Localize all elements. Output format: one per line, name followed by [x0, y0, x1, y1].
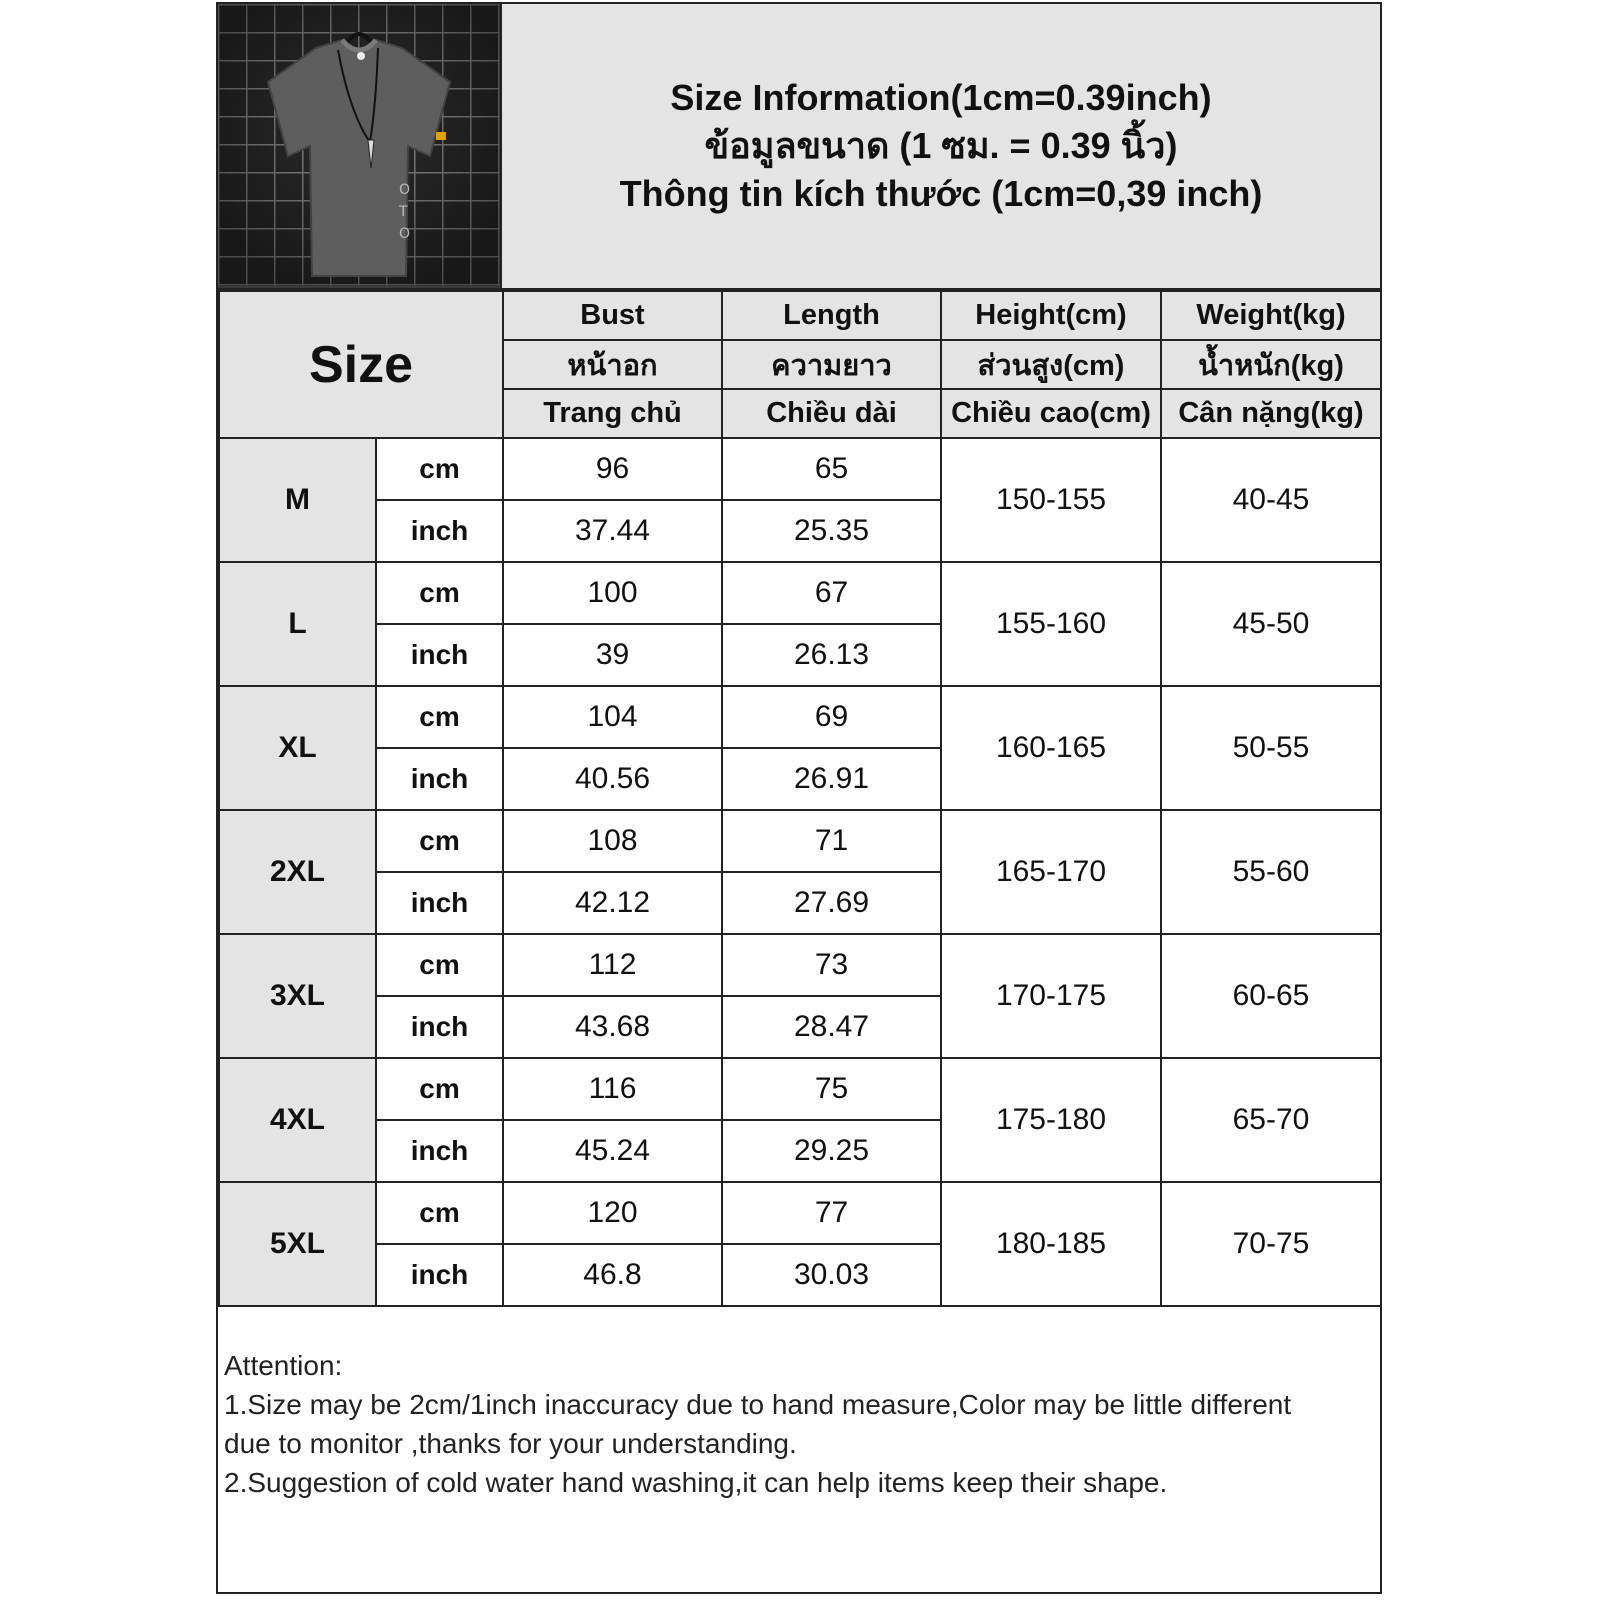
- bust-inch-cell: 43.68: [503, 996, 722, 1058]
- bust-inch-cell: 37.44: [503, 500, 722, 562]
- svg-text:O: O: [399, 226, 411, 242]
- size-name: 5XL: [219, 1182, 376, 1306]
- height-cell: 175-180: [941, 1058, 1161, 1182]
- length-cm-cell: 69: [722, 686, 941, 748]
- bust-inch-cell: 46.8: [503, 1244, 722, 1306]
- title-box: [502, 4, 1380, 288]
- bust-inch-cell: 40.56: [503, 748, 722, 810]
- size-name: XL: [219, 686, 376, 810]
- unit-inch: inch: [376, 748, 503, 810]
- table-row: [219, 1182, 1381, 1244]
- column-header-height-vi: Chiều cao(cm): [941, 389, 1161, 438]
- height-cell: 155-160: [941, 562, 1161, 686]
- column-header-length-en: Length: [722, 291, 941, 340]
- weight-cell: 55-60: [1161, 810, 1381, 934]
- bust-cm-cell: 108: [503, 810, 722, 872]
- unit-inch: inch: [376, 624, 503, 686]
- bust-cm-cell: 112: [503, 934, 722, 996]
- table-row: [219, 686, 1381, 748]
- bust-inch-cell: 39: [503, 624, 722, 686]
- weight-cell: 50-55: [1161, 686, 1381, 810]
- length-inch-cell: 26.13: [722, 624, 941, 686]
- table-row: [219, 810, 1381, 872]
- column-header-height-en: Height(cm): [941, 291, 1161, 340]
- bust-inch-cell: 42.12: [503, 872, 722, 934]
- length-inch-cell: 28.47: [722, 996, 941, 1058]
- unit-cm: cm: [376, 1058, 503, 1120]
- tshirt-image: [218, 4, 500, 286]
- size-name: L: [219, 562, 376, 686]
- table-row: [219, 438, 1381, 500]
- table-row: [219, 1058, 1381, 1120]
- title-vietnamese: Thông tin kích thước (1cm=0,39 inch): [619, 173, 1263, 214]
- bust-cm-cell: 120: [503, 1182, 722, 1244]
- length-cm-cell: 77: [722, 1182, 941, 1244]
- weight-cell: 70-75: [1161, 1182, 1381, 1306]
- bust-inch-cell: 45.24: [503, 1120, 722, 1182]
- unit-inch: inch: [376, 996, 503, 1058]
- column-header-weight-vi: Cân nặng(kg): [1161, 389, 1381, 438]
- length-cm-cell: 75: [722, 1058, 941, 1120]
- height-cell: 180-185: [941, 1182, 1161, 1306]
- weight-cell: 60-65: [1161, 934, 1381, 1058]
- length-inch-cell: 26.91: [722, 748, 941, 810]
- unit-cm: cm: [376, 1182, 503, 1244]
- length-cm-cell: 67: [722, 562, 941, 624]
- bust-cm-cell: 100: [503, 562, 722, 624]
- column-header-length-th: ความยาว: [722, 340, 941, 389]
- weight-cell: 40-45: [1161, 438, 1381, 562]
- product-photo: [218, 4, 502, 288]
- svg-text:O: O: [399, 182, 411, 198]
- unit-cm: cm: [376, 562, 503, 624]
- size-name: M: [219, 438, 376, 562]
- unit-inch: inch: [376, 1120, 503, 1182]
- unit-cm: cm: [376, 438, 503, 500]
- notes-line-3: 2.Suggestion of cold water hand washing,it can help items keep their shape.: [224, 1467, 1168, 1498]
- size-name: 3XL: [219, 934, 376, 1058]
- unit-inch: inch: [376, 872, 503, 934]
- weight-cell: 65-70: [1161, 1058, 1381, 1182]
- size-name: 2XL: [219, 810, 376, 934]
- unit-inch: inch: [376, 500, 503, 562]
- height-cell: 170-175: [941, 934, 1161, 1058]
- title-english: Size Information(1cm=0.39inch): [670, 77, 1212, 118]
- size-header: Size: [219, 291, 503, 438]
- bust-cm-cell: 116: [503, 1058, 722, 1120]
- size-chart: [216, 2, 1382, 1594]
- column-header-length-vi: Chiều dài: [722, 389, 941, 438]
- table-row: [219, 934, 1381, 996]
- unit-inch: inch: [376, 1244, 503, 1306]
- length-cm-cell: 71: [722, 810, 941, 872]
- length-inch-cell: 27.69: [722, 872, 941, 934]
- bust-cm-cell: 96: [503, 438, 722, 500]
- column-header-bust-en: Bust: [503, 291, 722, 340]
- unit-cm: cm: [376, 934, 503, 996]
- column-header-bust-th: หน้าอก: [503, 340, 722, 389]
- column-header-height-th: ส่วนสูง(cm): [941, 340, 1161, 389]
- size-table: [218, 290, 1382, 1307]
- length-inch-cell: 30.03: [722, 1244, 941, 1306]
- notes-line-2: due to monitor ,thanks for your understanding.: [224, 1428, 797, 1459]
- column-header-weight-th: น้ำหนัก(kg): [1161, 340, 1381, 389]
- bust-cm-cell: 104: [503, 686, 722, 748]
- header-section: [218, 4, 1380, 290]
- size-name: 4XL: [219, 1058, 376, 1182]
- column-header-bust-vi: Trang chủ: [503, 389, 722, 438]
- notes-heading: Attention:: [224, 1350, 343, 1381]
- weight-cell: 45-50: [1161, 562, 1381, 686]
- length-cm-cell: 65: [722, 438, 941, 500]
- svg-text:T: T: [399, 204, 408, 220]
- height-cell: 160-165: [941, 686, 1161, 810]
- unit-cm: cm: [376, 810, 503, 872]
- length-inch-cell: 29.25: [722, 1120, 941, 1182]
- length-cm-cell: 73: [722, 934, 941, 996]
- length-inch-cell: 25.35: [722, 500, 941, 562]
- attention-notes: [218, 1342, 1380, 1506]
- unit-cm: cm: [376, 686, 503, 748]
- column-header-weight-en: Weight(kg): [1161, 291, 1381, 340]
- notes-line-1: 1.Size may be 2cm/1inch inaccuracy due to hand measure,Color may be little different: [224, 1389, 1292, 1420]
- title-thai: ข้อมูลขนาด (1 ซม. = 0.39 นิ้ว): [704, 125, 1178, 166]
- height-cell: 165-170: [941, 810, 1161, 934]
- height-cell: 150-155: [941, 438, 1161, 562]
- table-row: [219, 562, 1381, 624]
